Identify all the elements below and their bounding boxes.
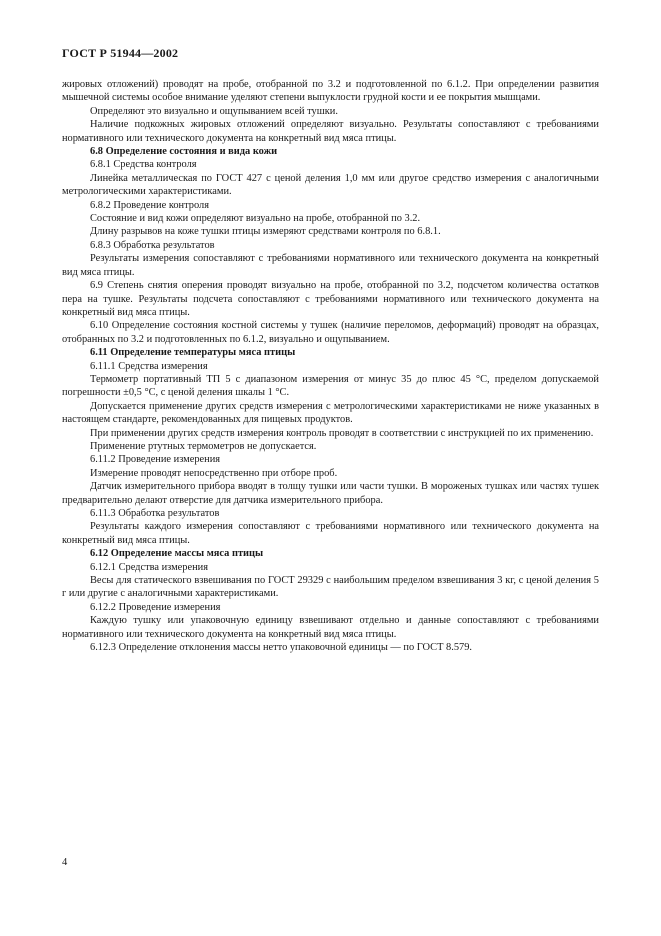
paragraph: 6.10 Определение состояния костной системы у тушек (наличие переломов, деформаций) проводят на образцах, отобранных по 3.2 и подготовленных по 6.1.2, визуально и ощупыванием.: [62, 320, 599, 345]
subsection-heading: 6.8.2 Проведение контроля: [90, 199, 209, 211]
subsection-heading: 6.12.1 Средства измерения: [90, 561, 209, 573]
subsection-heading: 6.11.3 Обработка результатов: [90, 508, 220, 519]
paragraph: Результаты каждого измерения сопоставляют с требованиями нормативного или технического документа на конкретный вид мяса птицы.: [62, 521, 599, 546]
paragraph: 6.9 Степень снятия оперения проводят визуально на пробе, отобранной по 3.2, подсчетом количества остатков пера на тушке. Результаты подсчета сопоставляют с требованиями нормативного или технического документа на конкретный вид мяса птицы.: [62, 280, 599, 318]
section-heading: 6.8 Определение состояния и вида кожи: [90, 146, 278, 158]
paragraph: Измерение проводят непосредственно при отборе проб.: [90, 467, 338, 479]
paragraph: Применение ртутных термометров не допускается.: [90, 440, 317, 452]
document-header: ГОСТ Р 51944—2002: [62, 46, 179, 60]
paragraph: жировых отложений) проводят на пробе, отобранной по 3.2 и подготовленной по 6.1.2. При определении развития мышечной системы особое внимание уделяют степени выпуклости грудной кости и ее покрытия мышцами.: [62, 79, 599, 104]
paragraph: Допускается применение других средств измерения с метрологическими характеристиками не ниже указанных в настоящем стандарте, рекомендованных для пищевых продуктов.: [62, 400, 599, 426]
paragraph: При применении других средств измерения контроль проводят в соответствии с инструкцией по их применению.: [90, 427, 594, 439]
paragraph: Наличие подкожных жировых отложений определяют визуально. Результаты сопоставляют с требованиями нормативного или технического документа на конкретный вид мяса птицы.: [62, 119, 599, 144]
paragraph: Весы для статического взвешивания по ГОСТ 29329 с наибольшим пределом взвешивания 3 кг, с ценой деления 5 г или другие с аналогичными характеристиками.: [62, 575, 599, 600]
subsection-heading: 6.8.3 Обработка результатов: [90, 239, 215, 251]
paragraph: Линейка металлическая по ГОСТ 427 с ценой деления 1,0 мм или другое средство измерения с аналогичными метрологическими характеристиками.: [62, 172, 599, 198]
paragraph: Определяют это визуально и ощупыванием всей тушки.: [90, 105, 338, 117]
page-number: 4: [62, 857, 68, 868]
paragraph: 6.12.3 Определение отклонения массы нетто упаковочной единицы — по ГОСТ 8.579.: [90, 642, 473, 654]
paragraph: Состояние и вид кожи определяют визуально на пробе, отобранной по 3.2.: [90, 213, 421, 225]
section-heading: 6.11 Определение температуры мяса птицы: [90, 347, 296, 359]
subsection-heading: 6.11.1 Средства измерения: [90, 360, 208, 372]
paragraph: Результаты измерения сопоставляют с требованиями нормативного или технического документа на конкретный вид мяса птицы.: [62, 253, 599, 278]
subsection-heading: 6.8.1 Средства контроля: [90, 159, 197, 171]
paragraph: Датчик измерительного прибора вводят в толщу тушки или части тушки. В мороженых тушках или частях тушек предварительно делают отверстие для датчика измерительного прибора.: [62, 481, 599, 506]
subsection-heading: 6.11.2 Проведение измерения: [90, 454, 221, 466]
section-heading: 6.12 Определение массы мяса птицы: [90, 548, 264, 560]
paragraph: Длину разрывов на коже тушки птицы измеряют средствами контроля по 6.8.1.: [90, 226, 441, 238]
document-body: [62, 78, 599, 654]
paragraph: Каждую тушку или упаковочную единицу взвешивают отдельно и данные сопоставляют с требованиями нормативного или технического документа на конкретный вид мяса птицы.: [62, 615, 599, 640]
subsection-heading: 6.12.2 Проведение измерения: [90, 601, 221, 613]
paragraph: Термометр портативный ТП 5 с диапазоном измерения от минус 35 до плюс 45 °С, пределом допускаемой погрешности ±0,5 °С, с ценой деления шкалы 1 °С.: [62, 373, 599, 399]
